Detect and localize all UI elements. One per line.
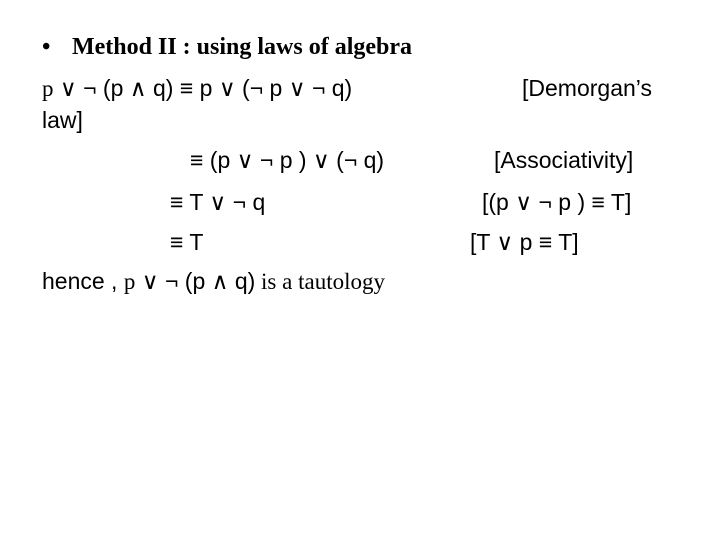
step-2-expr: ≡ (p ∨ ¬ p ) ∨ (¬ q) <box>190 147 385 173</box>
conclusion-tail: is a tautology <box>255 269 385 294</box>
step-3-expr: ≡ T ∨ ¬ q <box>170 189 266 215</box>
conclusion-lead: hence , <box>42 268 124 294</box>
conclusion-expr: ∨ ¬ (p ∧ q) <box>135 268 256 294</box>
conclusion-p: p <box>123 269 136 294</box>
step-3-reason: [(p ∨ ¬ p ) ≡ T] <box>482 189 632 215</box>
slide-title: Method II : using laws of algebra <box>72 34 413 60</box>
step-1 <box>42 74 352 103</box>
title-line <box>42 33 412 61</box>
step-1-p: p <box>42 76 54 101</box>
step-1-reason: [Demorgan’s <box>522 75 652 101</box>
step-4-reason: [T ∨ p ≡ T] <box>470 229 579 255</box>
step-1-reason-cont: law] <box>42 107 83 133</box>
step-4-expr: ≡ T <box>170 229 204 255</box>
conclusion <box>42 267 385 296</box>
bullet-icon: • <box>42 34 51 60</box>
step-1-expr: ∨ ¬ (p ∧ q) ≡ p ∨ (¬ p ∨ ¬ q) <box>53 75 353 101</box>
step-2-reason: [Associativity] <box>494 147 634 173</box>
